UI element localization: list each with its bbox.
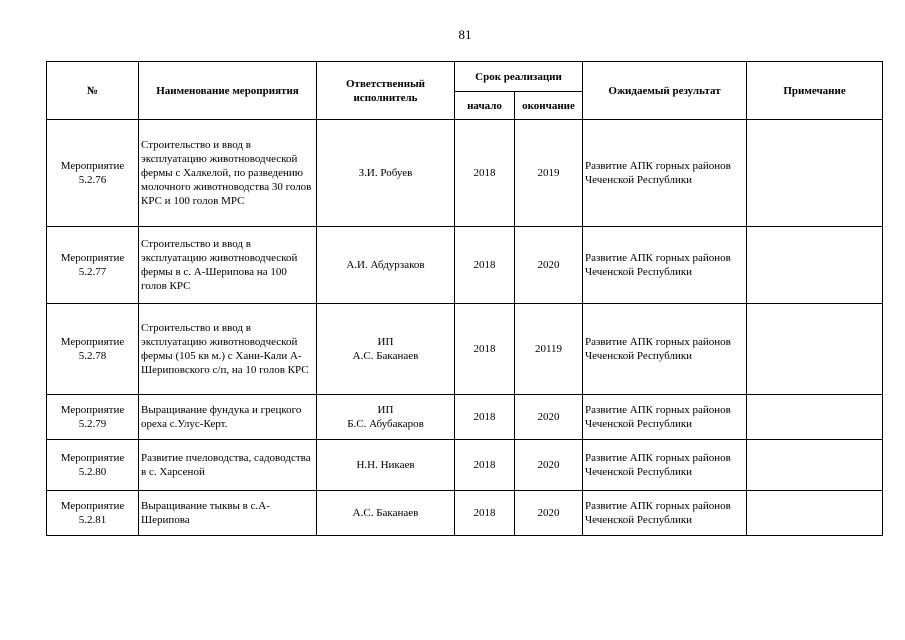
- header-number: №: [47, 62, 139, 120]
- cell-end-year: 2019: [515, 120, 583, 227]
- page-number: 81: [458, 27, 472, 42]
- measure-label: Мероприятие: [60, 252, 125, 264]
- cell-number: [47, 227, 139, 304]
- cell-measure-name: Выращивание тыквы в с.А-Шерипова: [139, 491, 317, 536]
- measure-label: Мероприятие: [60, 500, 125, 512]
- responsible-line1: А.С. Баканаев: [352, 507, 419, 519]
- measure-code: 5.2.78: [78, 350, 107, 362]
- header-responsible: Ответственный исполнитель: [317, 62, 455, 120]
- responsible-line2: Б.С. Абубакаров: [347, 418, 424, 430]
- cell-number: [47, 304, 139, 395]
- cell-number: [47, 440, 139, 491]
- cell-responsible: [317, 227, 455, 304]
- cell-start-year: 2018: [455, 120, 515, 227]
- measure-label: Мероприятие: [60, 160, 125, 172]
- cell-number: [47, 491, 139, 536]
- cell-responsible: [317, 491, 455, 536]
- header-expected-result: Ожидаемый результат: [583, 62, 747, 120]
- responsible-line1: А.И. Абдурзаков: [346, 259, 425, 271]
- cell-measure-name: Строительство и ввод в эксплуатацию животноводческой фермы (105 кв м.) с Хани-Кали А-Шериповского с/п, на 10 голов КРС: [139, 304, 317, 395]
- header-period: Срок реализации: [455, 62, 583, 92]
- cell-expected-result: Развитие АПК горных районов Чеченской Республики: [583, 227, 747, 304]
- cell-expected-result: Развитие АПК горных районов Чеченской Республики: [583, 304, 747, 395]
- measure-label: Мероприятие: [60, 404, 125, 416]
- header-note: Примечание: [747, 62, 883, 120]
- measure-code: 5.2.77: [78, 266, 107, 278]
- responsible-line1: ИП: [377, 336, 394, 348]
- cell-end-year: 20119: [515, 304, 583, 395]
- measures-table: [46, 61, 883, 536]
- measure-code: 5.2.80: [78, 466, 107, 478]
- cell-end-year: 2020: [515, 440, 583, 491]
- cell-measure-name: Строительство и ввод в эксплуатацию животноводческой фермы в с. А-Шерипова на 100 голов КРС: [139, 227, 317, 304]
- cell-start-year: 2018: [455, 491, 515, 536]
- table-header: [47, 62, 883, 120]
- cell-note: [747, 227, 883, 304]
- cell-number: [47, 120, 139, 227]
- cell-expected-result: Развитие АПК горных районов Чеченской Республики: [583, 395, 747, 440]
- cell-measure-name: Развитие пчеловодства, садоводства в с. Харсеной: [139, 440, 317, 491]
- cell-note: [747, 395, 883, 440]
- cell-note: [747, 491, 883, 536]
- measure-code: 5.2.79: [78, 418, 107, 430]
- cell-responsible: [317, 395, 455, 440]
- cell-responsible: [317, 120, 455, 227]
- cell-end-year: 2020: [515, 491, 583, 536]
- cell-start-year: 2018: [455, 395, 515, 440]
- cell-expected-result: Развитие АПК горных районов Чеченской Республики: [583, 120, 747, 227]
- measure-code: 5.2.76: [78, 174, 107, 186]
- cell-note: [747, 120, 883, 227]
- responsible-line1: ИП: [377, 404, 394, 416]
- cell-note: [747, 304, 883, 395]
- header-measure-name: Наименование мероприятия: [139, 62, 317, 120]
- cell-start-year: 2018: [455, 227, 515, 304]
- responsible-line2: А.С. Баканаев: [352, 350, 419, 362]
- header-period-end: окончание: [515, 92, 583, 120]
- table-row: [47, 227, 883, 304]
- cell-note: [747, 440, 883, 491]
- table-row: [47, 304, 883, 395]
- cell-end-year: 2020: [515, 227, 583, 304]
- cell-expected-result: Развитие АПК горных районов Чеченской Республики: [583, 491, 747, 536]
- table-row: [47, 120, 883, 227]
- table-row: [47, 440, 883, 491]
- table-body: [47, 120, 883, 536]
- cell-start-year: 2018: [455, 304, 515, 395]
- header-period-start: начало: [455, 92, 515, 120]
- cell-measure-name: Выращивание фундука и грецкого ореха с.Улус-Керт.: [139, 395, 317, 440]
- cell-end-year: 2020: [515, 395, 583, 440]
- measure-code: 5.2.81: [78, 514, 107, 526]
- table-row: [47, 491, 883, 536]
- cell-start-year: 2018: [455, 440, 515, 491]
- cell-expected-result: Развитие АПК горных районов Чеченской Республики: [583, 440, 747, 491]
- cell-responsible: [317, 304, 455, 395]
- cell-responsible: [317, 440, 455, 491]
- cell-number: [47, 395, 139, 440]
- measure-label: Мероприятие: [60, 452, 125, 464]
- table-row: [47, 395, 883, 440]
- cell-measure-name: Строительство и ввод в эксплуатацию животноводческой фермы с Халкелой, по разведению молочного животноводства 30 голов КРС и 100 голов МРС: [139, 120, 317, 227]
- responsible-line1: З.И. Робуев: [358, 167, 413, 179]
- measure-label: Мероприятие: [60, 336, 125, 348]
- responsible-line1: Н.Н. Никаев: [356, 459, 415, 471]
